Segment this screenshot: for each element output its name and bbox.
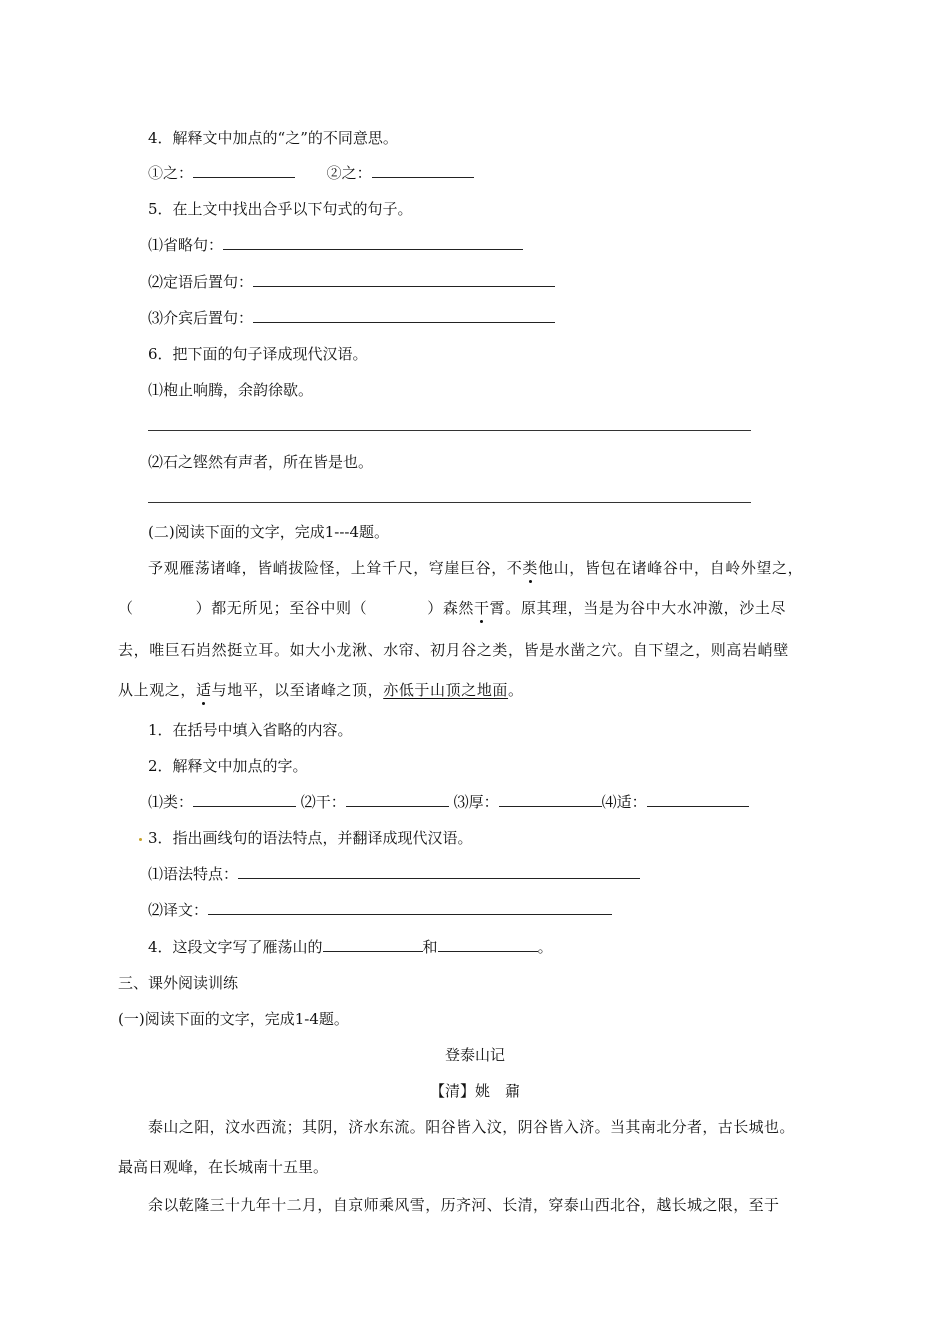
question-4-zhi-title: 4．解释文中加点的“之”的不同意思。 <box>148 129 398 147</box>
open-paren: （ <box>118 599 134 617</box>
passage-line-2 <box>118 598 786 618</box>
answer-blank[interactable] <box>346 792 449 807</box>
section-2-title: (二)阅读下面的文字，完成1---4题。 <box>148 523 389 541</box>
answer-blank[interactable] <box>223 235 523 250</box>
passage-text: 予观雁荡诸峰，皆峭拔险怪，上耸千尺，穹崖巨谷，不 <box>148 559 523 577</box>
question-6-title: 6．把下面的句子译成现代汉语。 <box>148 345 368 363</box>
article-para-1-line-2: 最高日观峰，在长城南十五里。 <box>118 1158 329 1176</box>
answer-blank[interactable] <box>238 864 640 879</box>
question-text: 4．这段文字写了雁荡山的 <box>148 938 323 956</box>
section-2-question-3: 3．指出画线句的语法特点，并翻译成现代汉语。 <box>148 829 473 847</box>
item-label: ⑵干： <box>300 793 346 811</box>
passage-text: ）森然 <box>427 599 475 617</box>
passage-text: 他山，皆包在诸峰谷中，自岭外望之， <box>538 559 804 577</box>
question-5-item-1 <box>148 235 523 255</box>
answer-blank-1[interactable] <box>193 163 295 178</box>
passage-text: 与地平，以至诸峰之顶， <box>211 681 384 699</box>
dotted-char-gan: 干 <box>474 599 490 617</box>
answer-blank[interactable] <box>647 792 749 807</box>
margin-mark <box>139 838 142 841</box>
passage-text: 从上观之， <box>118 681 197 699</box>
answer-label-2: ②之： <box>326 164 372 182</box>
question-5-item-3 <box>148 308 555 328</box>
question-6-item-2: ⑵石之铿然有声者，所在皆是也。 <box>148 453 374 471</box>
item-label: ⑴语法特点： <box>148 865 239 883</box>
answer-blank[interactable] <box>208 900 612 915</box>
part-3-heading: 三、课外阅读训练 <box>118 974 239 992</box>
passage-line-4 <box>118 680 524 700</box>
article-title: 登泰山记 <box>444 1046 505 1064</box>
article-author: 【清】姚 鼐 <box>429 1082 520 1100</box>
item-label: ⑶厚： <box>453 793 499 811</box>
answer-line-6-1[interactable] <box>148 430 751 431</box>
section-2-question-3-item-2 <box>148 900 612 920</box>
section-2-question-4 <box>148 937 553 957</box>
part-3-subheading: (一)阅读下面的文字，完成1-4题。 <box>118 1010 349 1028</box>
answer-blank[interactable] <box>253 272 555 287</box>
question-5-title: 5．在上文中找出合乎以下句式的句子。 <box>148 200 413 218</box>
dotted-char-lei: 类 <box>522 559 539 577</box>
question-6-item-1: ⑴枹止响腾，余韵徐歇。 <box>148 381 314 399</box>
item-label: ⑵定语后置句： <box>148 273 254 291</box>
passage-text: 。 <box>508 681 524 699</box>
passage-text: 霄。原其理，当是为谷中大水冲激，沙土尽 <box>489 599 787 617</box>
answer-blank[interactable] <box>253 308 555 323</box>
answer-line-6-2[interactable] <box>148 502 751 503</box>
underlined-sentence: 亦低于山顶之地面 <box>383 681 509 699</box>
section-2-question-3-item-1 <box>148 864 640 884</box>
answer-blank[interactable] <box>193 792 296 807</box>
item-label: ⑵译文： <box>148 901 209 919</box>
question-text: 。 <box>537 938 553 956</box>
dotted-char-shi: 适 <box>196 681 212 699</box>
item-label: ⑶介宾后置句： <box>148 309 254 327</box>
article-para-2-line-1: 余以乾隆三十九年十二月，自京师乘风雪，历齐河、长清，穿泰山西北谷，越长城之限，至于 <box>148 1196 780 1214</box>
passage-text: ）都无所见；至谷中则（ <box>195 599 368 617</box>
question-5-item-2 <box>148 272 555 292</box>
passage-line-3: 去，唯巨石岿然挺立耳。如大小龙湫、水帘、初月谷之类，皆是水凿之穴。自下望之，则高岩峭壁 <box>118 641 789 659</box>
answer-blank-2[interactable] <box>372 163 474 178</box>
question-text: 和 <box>422 938 438 956</box>
section-2-question-2: 2．解释文中加点的字。 <box>148 757 308 775</box>
section-2-question-2-answers <box>148 792 749 812</box>
question-4-zhi-answers <box>148 163 474 183</box>
passage-line-1 <box>148 558 803 578</box>
item-label: ⑷适： <box>601 793 647 811</box>
answer-blank[interactable] <box>438 937 538 952</box>
answer-label-1: ①之： <box>148 164 194 182</box>
answer-blank[interactable] <box>323 937 423 952</box>
article-para-1-line-1: 泰山之阳，汶水西流；其阴，济水东流。阳谷皆入汶，阴谷皆入济。当其南北分者，古长城也。 <box>148 1118 795 1136</box>
section-2-question-1: 1．在括号中填入省略的内容。 <box>148 721 353 739</box>
answer-blank[interactable] <box>499 792 602 807</box>
item-label: ⑴类： <box>148 793 194 811</box>
item-label: ⑴省略句： <box>148 236 224 254</box>
